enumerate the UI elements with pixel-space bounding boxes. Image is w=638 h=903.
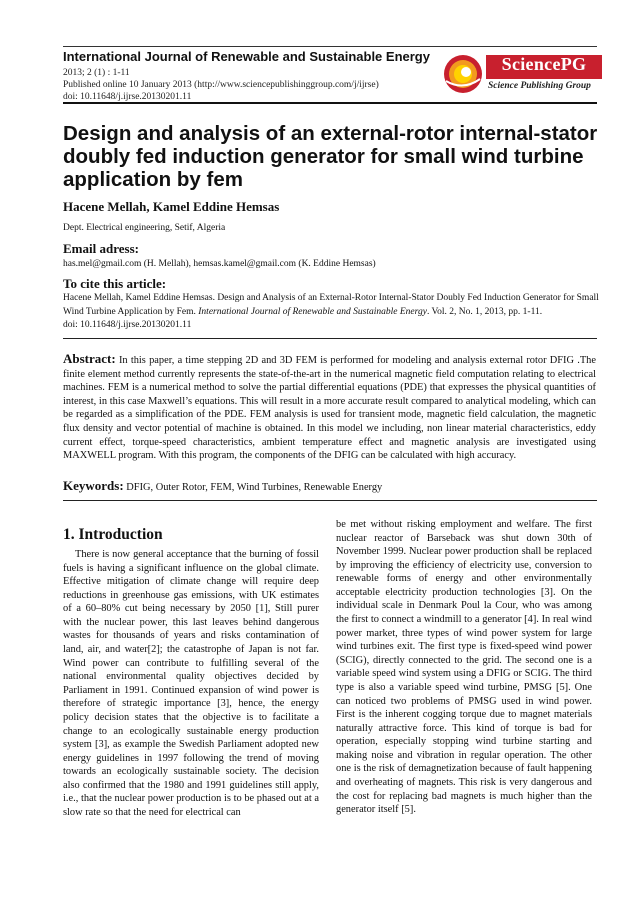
logo-name: SciencePG	[501, 54, 587, 74]
citation-text: Hacene Mellah, Kamel Eddine Hemsas. Design and Analysis of an External-Rotor Internal-Stator Doubly Fed Induction Generator for Small Wind Turbine Application by Fem.	[63, 293, 599, 317]
section-title: 1. Introduction	[63, 526, 163, 543]
header-rule	[63, 102, 597, 104]
authors: Hacene Mellah, Kamel Eddine Hemsas	[63, 199, 280, 214]
cite-heading: To cite this article:	[63, 276, 167, 291]
citation	[63, 292, 603, 333]
abstract-text: In this paper, a time stepping 2D and 3D FEM is performed for modeling and analysis external rotor DFIG .The finite element method currently represents the state-of-the-art in the numerical magnetic field computation relating to electrical machines. FEM is a numerical method to solve the partial differential equations (PDE) that expresses the physical quantities of interest, in this case Maxwell’s equations. This will result in a more accurate result compared to analytical modeling, which can be regarded as a simplification of the PDE. FEM analysis is used for transient mode, magnetic field calculation, the magnetic flux density and vector potential of machine is obtained. In this model we including, non linear material characteristics, eddy current effect, torque-speed characteristics, ambient temperature effect and magnetic analysis are investigated using MAXWELL program. With this program, the components of the DFIG can be calculated with high accuracy.	[63, 355, 596, 462]
keywords-label: Keywords:	[63, 478, 124, 493]
affiliation: Dept. Electrical engineering, Setif, Algeria	[63, 223, 226, 233]
logo-subtitle: Science Publishing Group	[488, 81, 591, 91]
email-heading: Email adress:	[63, 241, 139, 256]
left-column	[63, 548, 319, 820]
volume-line: 2013; 2 (1) : 1-11	[63, 68, 130, 78]
divider-rule-2	[63, 500, 597, 501]
header-doi: doi: 10.11648/j.ijrse.20130201.11	[63, 92, 192, 102]
article-title: Design and analysis of an external-rotor internal-stator doubly fed induction generator for small wind turbine application by fem	[63, 122, 598, 191]
emails: has.mel@gmail.com (H. Mellah), hemsas.kamel@gmail.com (K. Eddine Hemsas)	[63, 259, 376, 269]
top-rule	[63, 46, 597, 47]
divider-rule	[63, 338, 597, 339]
keywords	[63, 478, 596, 494]
citation-journal: International Journal of Renewable and Sustainable Energy	[198, 306, 427, 317]
left-column-text: There is now general acceptance that the burning of fossil fuels is having a significant influence on the global climate. Effective mitigation of climate change will require deep reductions in greenhouse gas emissions, with UK estimates of a 60–80% cut being necessary by 2050 [1], Still purer with the nuclear power, this last leaves behind dangerous wastes for thousands of years and risks contamination of land, air, and water[2]; the catastrophe of Japan is not far. Wind power can contribute to fulfilling several of the national environmental quality objectives decided by Parliament in 1991. Continued expansion of wind power is therefore of strategic importance [3], hence, the energy policy decision states that the objective is to facilitate a change to an ecologically sustainable energy production system [3], as example the Swedish Parliament adopted new energy guidelines in 1997 following the trend of moving towards an ecologically sustainable society. The decision also confirmed that the 1980 and 1991 guidelines still apply, i.e., that the nuclear power production is to be phased out at a slow rate so that the need for electrical can	[63, 549, 319, 818]
sciencepg-swirl-icon	[442, 53, 484, 95]
right-column	[336, 518, 592, 817]
abstract-label: Abstract:	[63, 351, 116, 366]
abstract	[63, 352, 596, 463]
sciencepg-logo	[442, 51, 602, 99]
journal-title: International Journal of Renewable and Sustainable Energy	[63, 49, 430, 64]
citation-doi: doi: 10.11648/j.ijrse.20130201.11	[63, 320, 192, 330]
keywords-text: DFIG, Outer Rotor, FEM, Wind Turbines, Renewable Energy	[126, 482, 383, 493]
right-column-text: be met without risking employment and welfare. The first nuclear reactor of Barseback was shut down 30th of November 1999. Nuclear power production shall be replaced by improving the efficiency of electricity use, conversion to renewable forms of energy and other environmentally acceptable electricity production technologies [3]. On the individual scale in Denmark Poul la Cour, who was among the first to connect a windmill to a generator [4]. In real wind power market, three types of wind power system for large wind turbines exit. The first type is fixed-speed wind power (SCIG), directly connected to the grid. The second one is a variable speed wind system using a DFIG or SCIG. The third type is also a variable speed wind turbine, PMSG [5]. One can noticed two problems of PMSG used in wind power. First is the inherent cogging torque due to magnet materials naturally attractive force. This kind of torque is bad for operation, especially stopping wind turbine starting and making noise and vibration in regular operation. The other one is the risk of demagnetization because of fault happening and overheating of magnets. This risk is very dangerous and the cost for replacing bad magnets is much higher than the generator itself [5].	[336, 519, 592, 816]
citation-volume: . Vol. 2, No. 1, 2013, pp. 1-11.	[426, 306, 543, 317]
published-line: Published online 10 January 2013 (http://www.sciencepublishinggroup.com/j/ijrse)	[63, 80, 379, 90]
